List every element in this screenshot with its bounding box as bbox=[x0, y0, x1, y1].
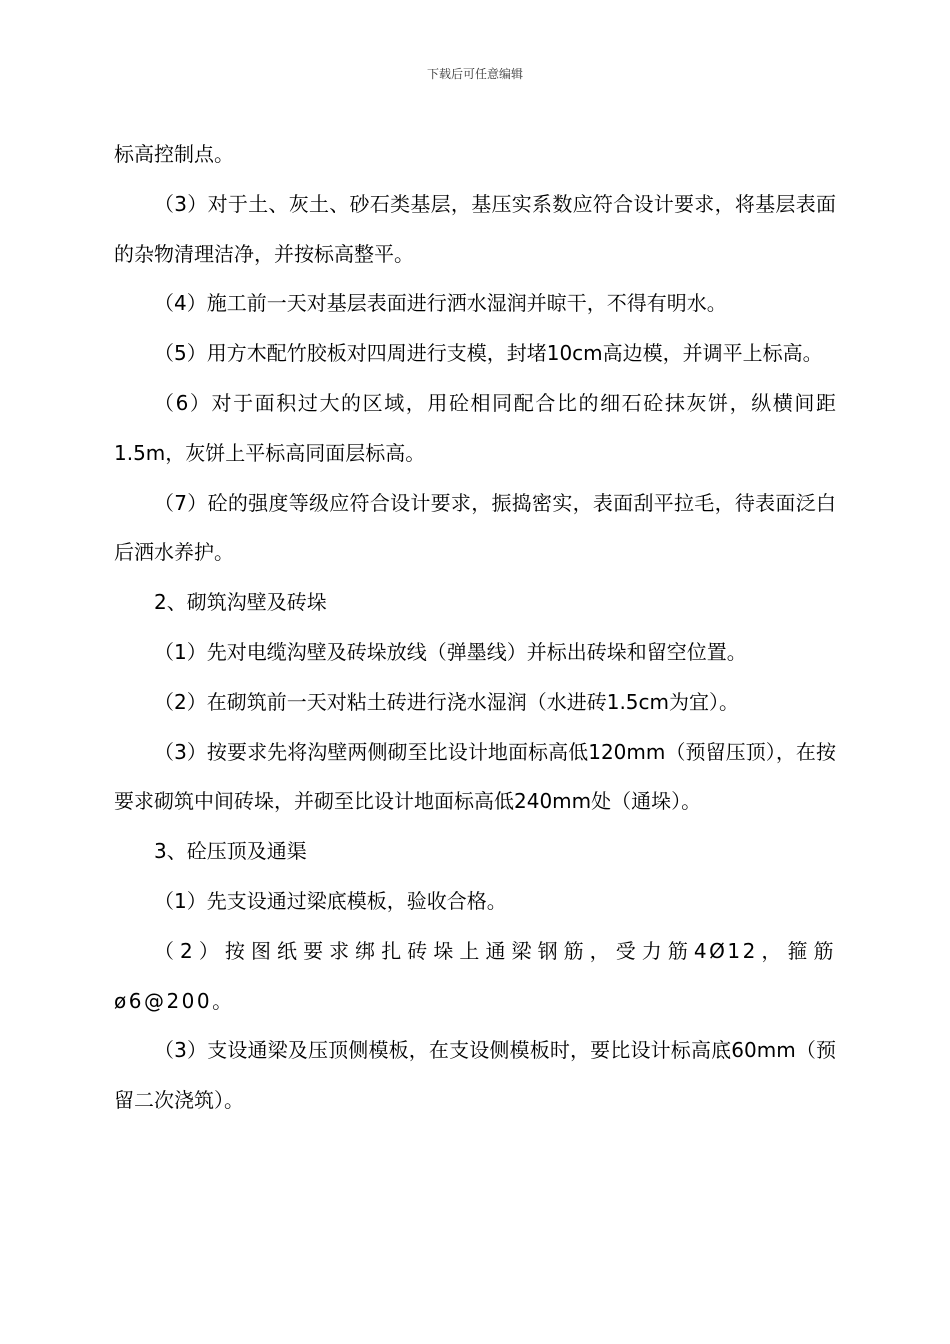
paragraph-4: （5）用方木配竹胶板对四周进行支模，封堵10cm高边模，并调平上标高。 bbox=[154, 341, 823, 366]
section-heading-3: 3、砼压顶及通渠 bbox=[154, 839, 307, 864]
paragraph-9: （3）按要求先将沟壁两侧砌至比设计地面标高低120mm（预留压顶），在按要求砌筑中间砖垛，并砌至比设计地面标高低240mm处（通垛）。 bbox=[114, 739, 836, 814]
paragraph-6: （7）砼的强度等级应符合设计要求，振捣密实，表面刮平拉毛，待表面泛白后洒水养护。 bbox=[114, 490, 836, 565]
paragraph-1: 标高控制点。 bbox=[114, 142, 234, 166]
page-header: 下载后可任意编辑 bbox=[426, 67, 523, 81]
paragraph-12: （3）支设通梁及压顶侧模板，在支设侧模板时，要比设计标高底60mm（预留二次浇筑）。 bbox=[114, 1038, 836, 1113]
paragraph-2: （3）对于土、灰土、砂石类基层，基压实系数应符合设计要求，将基层表面的杂物清理洁净，并按标高整平。 bbox=[114, 191, 836, 266]
section-heading-2: 2、砌筑沟壁及砖垛 bbox=[154, 590, 327, 615]
paragraph-8: （2）在砌筑前一天对粘土砖进行浇水湿润（水进砖1.5cm为宜）。 bbox=[154, 689, 740, 714]
paragraph-5: （6）对于面积过大的区域，用砼相同配合比的细石砼抹灰饼，纵横间距1.5m，灰饼上平标高同面层标高。 bbox=[114, 390, 836, 465]
paragraph-10: （1）先支设通过梁底模板，验收合格。 bbox=[154, 888, 507, 913]
paragraph-3: （4）施工前一天对基层表面进行洒水湿润并晾干，不得有明水。 bbox=[154, 291, 727, 316]
document-body bbox=[114, 130, 836, 1126]
paragraph-7: （1）先对电缆沟壁及砖垛放线（弹墨线）并标出砖垛和留空位置。 bbox=[154, 639, 747, 664]
paragraph-11: （2）按图纸要求绑扎砖垛上通梁钢筋，受力筋4Ø12，箍筋ø6@200。 bbox=[114, 938, 836, 1013]
